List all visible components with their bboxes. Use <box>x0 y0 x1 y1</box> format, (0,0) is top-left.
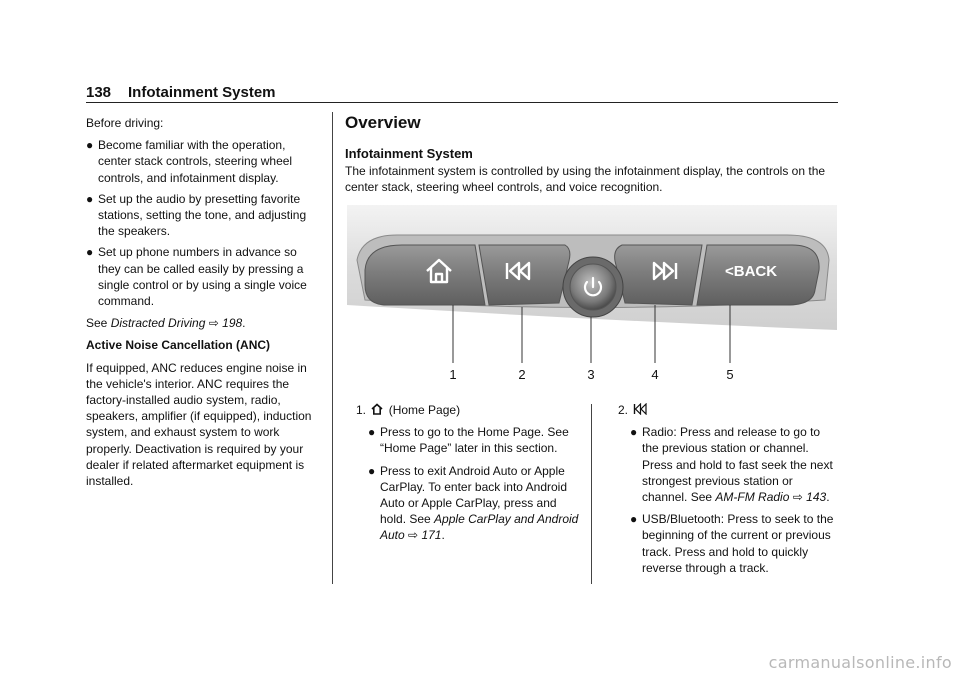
bullet-icon: ● <box>368 463 376 478</box>
page-ref-number[interactable]: 143 <box>806 490 827 505</box>
previous-track-icon <box>633 403 647 415</box>
list-item: ● Press to go to the Home Page. See “Home Page” later in this section. <box>368 425 569 456</box>
center-stack-illustration <box>347 205 837 385</box>
bullet-icon: ● <box>630 425 638 440</box>
section-title: Infotainment System <box>128 84 276 101</box>
header-rule <box>86 102 838 103</box>
bullet-icon: ● <box>86 245 94 260</box>
watermark: carmanualsonline.info <box>768 653 952 672</box>
bullet-icon: ● <box>368 425 376 440</box>
callout-5: 5 <box>726 367 734 382</box>
callout-2: 2 <box>518 367 526 382</box>
page-ref-number[interactable]: 198 <box>222 316 243 331</box>
bullet-icon: ● <box>630 512 638 527</box>
list-item: ● Become familiar with the operation, center stack controls, steering wheel controls, and infotainment display. <box>86 138 293 185</box>
carplay-link[interactable]: Apple CarPlay and Android Auto <box>380 512 579 543</box>
item-1-heading: 1. (Home Page) <box>356 403 461 417</box>
item-2-description <box>618 402 838 582</box>
before-driving-label: Before driving: <box>86 116 164 130</box>
item-1-bullets <box>356 424 581 543</box>
page-ref-arrow-icon: ⇨ <box>208 316 219 331</box>
column-divider-lower <box>591 404 592 584</box>
list-item: ● Set up the audio by presetting favorite stations, setting the tone, and adjusting the speakers. <box>86 191 307 239</box>
back-label: <BACK <box>725 263 778 280</box>
callout-1: 1 <box>449 367 457 382</box>
page-ref-arrow-icon: ⇨ <box>408 528 419 543</box>
distracted-driving-link[interactable]: Distracted Driving <box>110 316 206 331</box>
control-panel-svg <box>347 205 837 385</box>
list-item: ● Radio: Press and release to go to the previous station or channel. Press and hold to fast seek the next strongest previous station or channel. See AM-FM Radio ⇨ 143. <box>630 425 833 505</box>
anc-text: If equipped, ANC reduces engine noise in the vehicle's interior. ANC requires the factory-installed audio system, radio, speakers, amplifier (if equipped), induction system, and exhaust system to work properly. Deactivation is required by your dealer if related aftermarket equipment is installed. <box>86 360 312 489</box>
left-column <box>86 115 322 495</box>
list-item: ● Press to exit Android Auto or Apple CarPlay. To enter back into Android Auto or Apple CarPlay, press and hold. See Apple CarPlay and Android Auto ⇨ 171. <box>368 463 579 543</box>
item-2-heading: 2. <box>618 402 838 418</box>
bullet-icon: ● <box>86 138 94 153</box>
column-divider <box>332 112 333 584</box>
am-fm-radio-link[interactable]: AM-FM Radio <box>715 490 790 505</box>
anc-heading: Active Noise Cancellation (ANC) <box>86 338 271 353</box>
callout-3: 3 <box>587 367 595 382</box>
callout-numbers <box>449 367 733 382</box>
page-number: 138 <box>86 84 112 101</box>
page-ref-number[interactable]: 171 <box>421 528 442 543</box>
intro-text: The infotainment system is controlled by using the infotainment display, the controls on the center stack, steering wheel controls, and voice recognition. <box>345 164 826 195</box>
page-header <box>86 80 838 104</box>
see-reference: See Distracted Driving ⇨ 198. <box>86 316 246 331</box>
item-2-bullets <box>618 424 838 576</box>
list-item: ● USB/Bluetooth: Press to seek to the beginning of the current or previous track. Press and hold to quickly reverse through a track. <box>630 512 834 575</box>
infotainment-heading: Infotainment System <box>345 146 473 161</box>
before-driving-list <box>86 137 322 309</box>
page-ref-arrow-icon: ⇨ <box>792 490 803 505</box>
list-item: ● Set up phone numbers in advance so they can be called easily by pressing a single control or by using a single voice command. <box>86 245 307 309</box>
item-1-description <box>356 402 581 550</box>
home-icon <box>371 403 383 415</box>
home-button <box>365 245 485 305</box>
bullet-icon: ● <box>86 191 94 206</box>
overview-title: Overview <box>345 113 421 132</box>
callout-4: 4 <box>651 367 659 382</box>
